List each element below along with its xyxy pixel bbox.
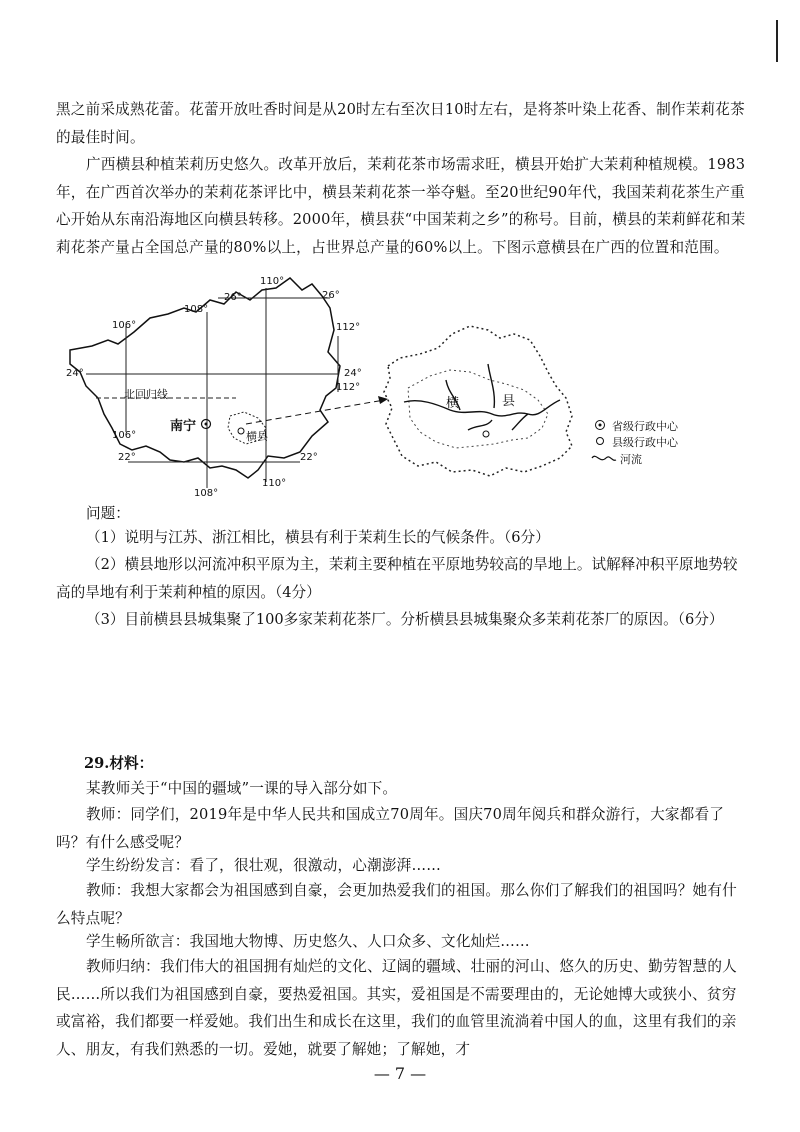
legend-river-icon [592,456,616,460]
label-lat-26-right: 26° [322,290,340,301]
label-inset-heng: 横 [446,396,460,411]
river-branch-2 [488,364,494,408]
legend-river-label: 河流 [620,453,642,466]
label-lat-24-left: 24° [66,368,84,379]
legend-county-icon [597,438,604,445]
questions-heading: 问题： [86,505,130,522]
section-29-title: 29.材料： [84,755,154,772]
label-inset-xian: 县 [502,394,516,409]
river-main [404,400,560,416]
label-lon-112-bottom: 112° [336,382,361,393]
label-nanning: 南宁 [170,419,197,434]
label-lon-108-top: 108° [184,304,209,315]
river-branch-3 [468,420,492,430]
page-number: — 7 — [373,1064,427,1083]
label-lat-22-right: 22° [300,452,318,463]
label-lon-110-bottom: 110° [262,478,287,489]
label-lon-106-bottom: 106° [112,430,137,441]
s29-line-6: 教师归纳：我们伟大的祖国拥有灿烂的文化、辽阔的疆域、壮丽的河山、悠久的历史、勤劳智慧的人民……所以我们为祖国感到自豪，要热爱祖国。其实，爱祖国是不需要理由的，无论她博大或狭小、贫穷或富裕，我们都要一样爱她。我们出生和成长在这里，我们的血管里流淌着中国人的血，这里有我们的亲人、朋友，有我们熟悉的一切。爱她，就要了解她；了解她，才 [56,958,737,1058]
s29-line-4: 教师：我想大家都会为祖国感到自豪，会更加热爱我们的祖国。那么你们了解我们的祖国吗？她有什么特点呢？ [56,882,737,927]
label-lon-108-bottom: 108° [194,488,219,499]
s29-line-1: 某教师关于“中国的疆域”一课的导入部分如下。 [86,780,398,797]
s29-line-5: 学生畅所欲言：我国地大物博、历史悠久、人口众多、文化灿烂…… [86,933,530,950]
inset-county-seat [483,431,489,437]
label-lon-110-top: 110° [260,276,285,287]
paragraph-hengxian-history: 广西横县种植茉莉历史悠久。改革开放后，茉莉花茶市场需求旺，横县开始扩大茉莉种植规模。1983年，在广西首次举办的茉莉花茶评比中，横县茉莉花茶一举夺魁。至20世纪90年代，我国茉莉花茶生产重心开始从东南沿海地区向横县转移。2000年，横县获“中国茉莉之乡”的称号。目前，横县的茉莉鲜花和茉莉花茶产量占全国总产量的80%以上，占世界总产量的60%以上。下图示意横县在广西的位置和范围。 [56,156,746,256]
question-1: （1）说明与江苏、浙江相比，横县有利于茉莉生长的气候条件。（6分） [86,529,550,546]
question-3: （3）目前横县县城集聚了100多家茉莉花茶厂。分析横县县城集聚众多茉莉花茶厂的原因。（6分） [86,611,724,628]
river-branch-4 [512,414,528,430]
s29-line-3: 学生纷纷发言：看了，很壮观，很激动，心潮澎湃…… [86,857,442,874]
label-lon-112-top: 112° [336,322,361,333]
label-lat-24-right: 24° [344,368,362,379]
legend-provincial-label: 省级行政中心 [612,420,678,433]
hengxian-marker [238,428,244,434]
label-tropic: 北回归线 [124,388,168,401]
s29-line-2: 教师：同学们，2019年是中华人民共和国成立70周年。国庆70周年阅兵和群众游行，大家都看了吗？有什么感受呢？ [56,806,725,851]
label-lon-106-top: 106° [112,320,137,331]
label-lat-22-left: 22° [118,452,136,463]
label-lat-26-left: 26° [224,292,242,303]
paragraph-jasmine-harvest: 黑之前采成熟花蕾。花蕾开放吐香时间是从20时左右至次日10时左右，是将茶叶染上花香、制作茉莉花茶的最佳时间。 [56,101,745,146]
legend-county-label: 县级行政中心 [612,436,678,449]
question-2: （2）横县地形以河流冲积平原为主，茉莉主要种植在平原地势较高的旱地上。试解释冲积平原地势较高的旱地有利于茉莉种植的原因。（4分） [56,556,738,601]
label-hengxian: 横县 [246,430,268,443]
